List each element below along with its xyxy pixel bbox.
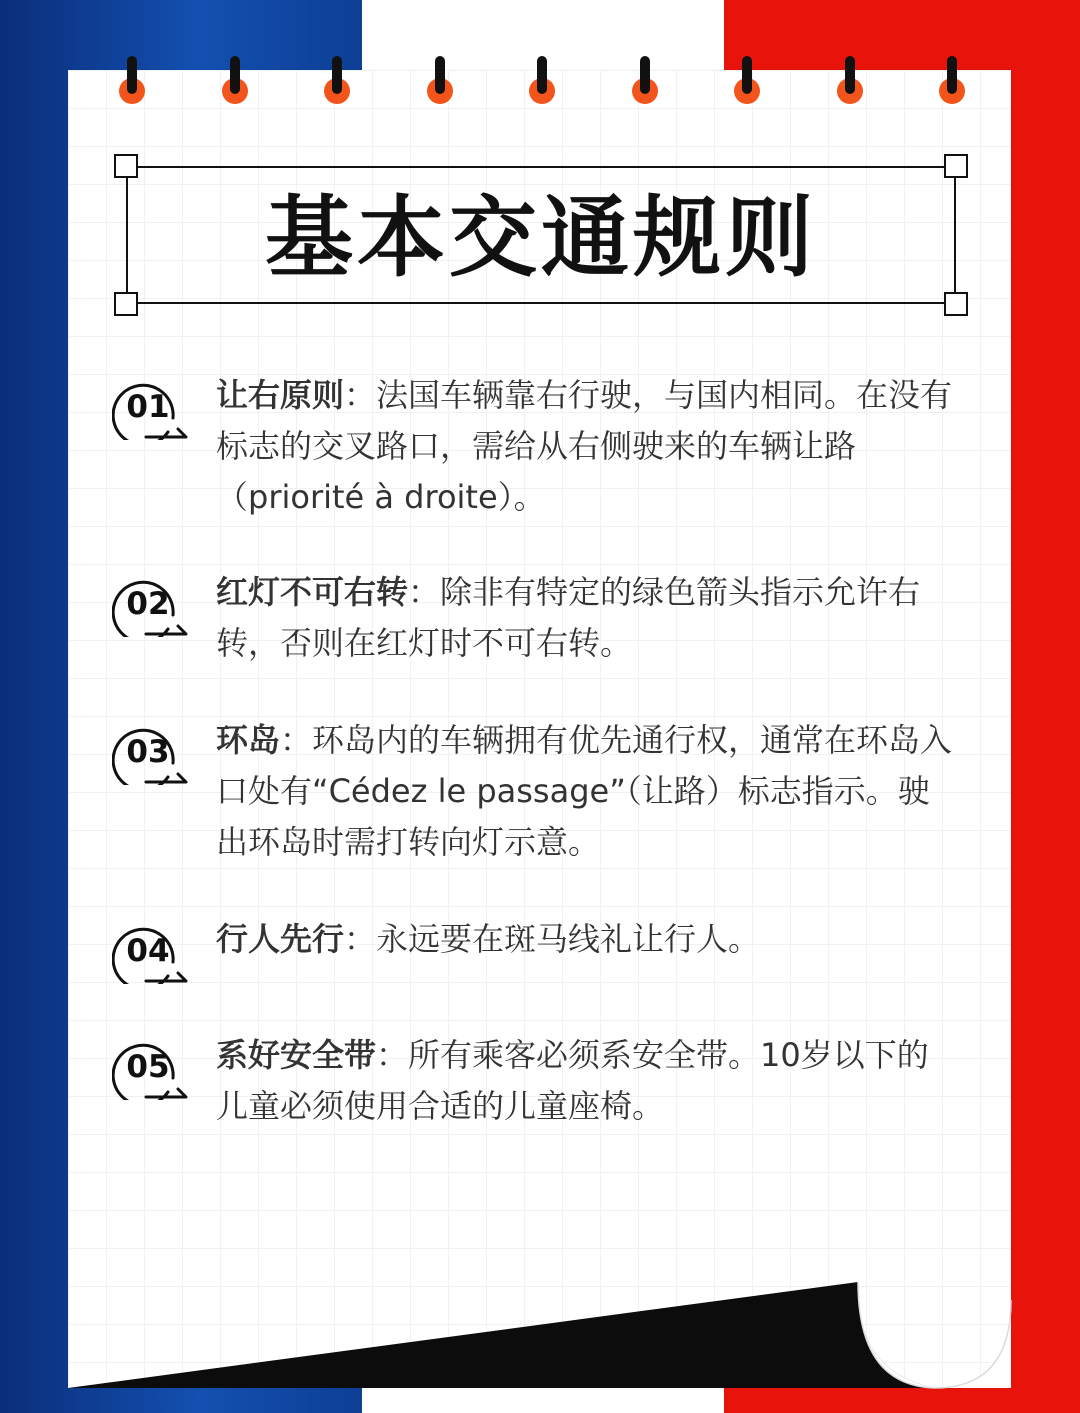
rule-heading: 行人先行 <box>216 920 345 958</box>
rule-separator: ： <box>344 920 377 958</box>
binder-ring-icon <box>631 56 659 104</box>
rule-body: 法国车辆靠右行驶，与国内相同。在没有标志的交叉路口，需给从右侧驶来的车辆让路（priorité à droite）。 <box>216 376 953 516</box>
rule-separator: ： <box>280 721 313 759</box>
rule-heading: 让右原则 <box>216 376 345 414</box>
number-badge <box>112 920 190 980</box>
number-badge <box>112 573 190 633</box>
binder-ring-icon <box>836 56 864 104</box>
frame-corner-handle <box>944 292 968 316</box>
badge-number: 03 <box>126 734 170 770</box>
number-badge <box>112 376 190 436</box>
page-title: 基本交通规则 <box>264 186 817 289</box>
binder-ring-icon <box>118 56 146 104</box>
rule-text <box>216 370 956 523</box>
rule-body: 永远要在斑马线礼让行人。 <box>376 920 761 958</box>
binder-ring-icon <box>426 56 454 104</box>
rule-separator: ： <box>344 376 377 414</box>
rule-body: 除非有特定的绿色箭头指示允许右转，否则在红灯时不可右转。 <box>216 573 921 662</box>
badge-number: 04 <box>126 933 170 969</box>
rule-body: 环岛内的车辆拥有优先通行权，通常在环岛入口处有“Cédez le passage”（让路）标志指示。驶出环岛时需打转向灯示意。 <box>216 721 953 861</box>
number-badge <box>112 721 190 781</box>
rule-body: 所有乘客必须系安全带。10岁以下的儿童必须使用合适的儿童座椅。 <box>216 1036 929 1125</box>
binder-ring-icon <box>323 56 351 104</box>
number-badge <box>112 1036 190 1096</box>
binder-ring-icon <box>528 56 556 104</box>
rule-separator: ： <box>408 573 441 611</box>
frame-corner-handle <box>114 292 138 316</box>
rule-heading: 系好安全带 <box>216 1036 377 1074</box>
badge-number: 05 <box>126 1049 170 1085</box>
rule-heading: 红灯不可右转 <box>216 573 409 611</box>
rule-text <box>216 567 956 669</box>
binder-ring-icon <box>221 56 249 104</box>
badge-number: 01 <box>126 389 170 425</box>
frame-corner-handle <box>944 154 968 178</box>
rule-text <box>216 914 956 965</box>
badge-number: 02 <box>126 586 170 622</box>
rule-heading: 环岛 <box>216 721 281 759</box>
binder-ring-icon <box>733 56 761 104</box>
rule-text <box>216 715 956 868</box>
rule-separator: ： <box>376 1036 409 1074</box>
frame-corner-handle <box>114 154 138 178</box>
rule-text <box>216 1030 956 1132</box>
title-frame <box>126 166 956 304</box>
binder-ring-icon <box>938 56 966 104</box>
